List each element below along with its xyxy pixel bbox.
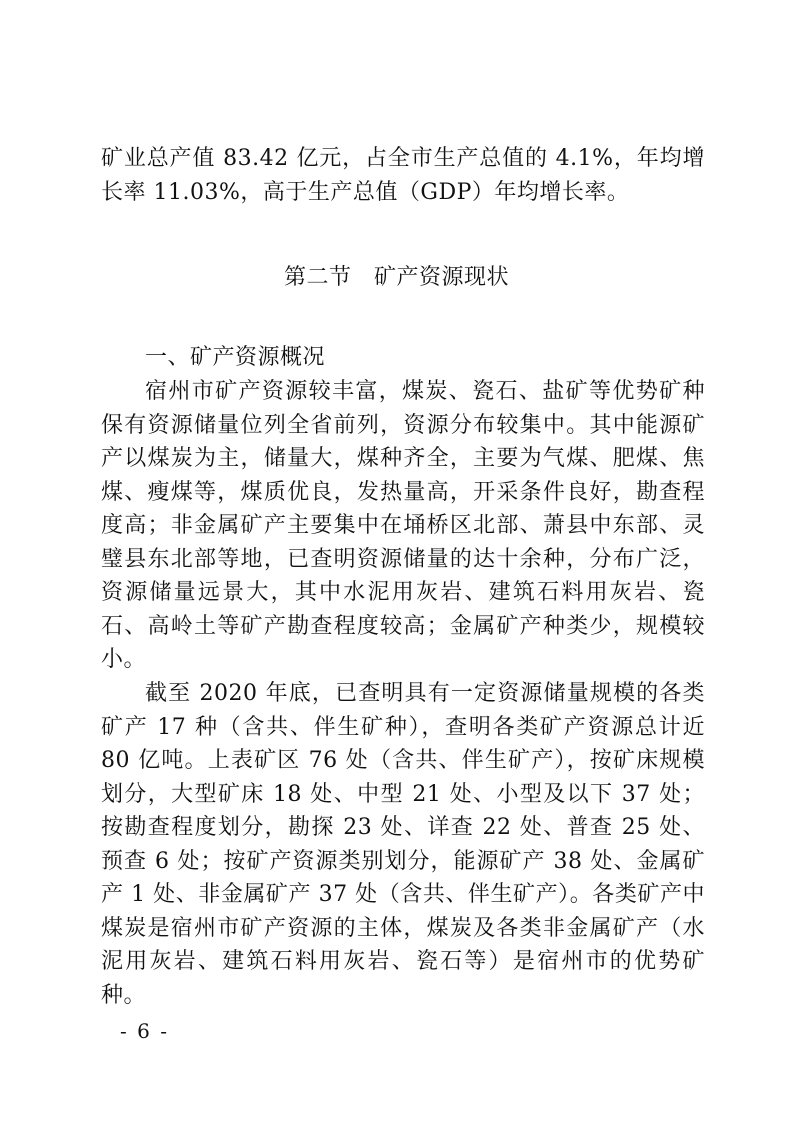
statistics-paragraph: 截至 2020 年底，已查明具有一定资源储量规模的各类矿产 17 种（含共、伴生矿种），查明各类矿产资源总计近 80 亿吨。上表矿区 76 处（含共、伴生矿产），按矿床规模划分，大型矿床 18 处、中型 21 处、小型及以下 37 处；按勘查程度划分，勘探 23 处、详查 22 处、普查 25 处、预查 6 处；按矿产资源类别划分，能源矿产 38 处、金属矿产 1 处、非金属矿产 37 处（含共、伴生矿产）。各类矿产中煤炭是宿州市矿产资源的主体，煤炭及各类非金属矿产（水泥用灰岩、建筑石料用灰岩、瓷石等）是宿州市的优势矿种。 [101, 681, 705, 1008]
subsection-heading: 一、矿产资源概况 [145, 345, 326, 370]
page-number: - 6 - [120, 1019, 169, 1043]
intro-paragraph: 矿业总产值 83.42 亿元，占全市生产总值的 4.1%，年均增长率 11.03%，高于生产总值（GDP）年均增长率。 [101, 146, 705, 205]
overview-paragraph: 宿州市矿产资源较丰富，煤炭、瓷石、盐矿等优势矿种保有资源储量位列全省前列，资源分布较集中。其中能源矿产以煤炭为主，储量大，煤种齐全，主要为气煤、肥煤、焦煤、瘦煤等，煤质优良，发热量高，开采条件良好，勘查程度高；非金属矿产主要集中在埇桥区北部、萧县中东部、灵璧县东北部等地，已查明资源储量的达十余种，分布广泛，资源储量远景大，其中水泥用灰岩、建筑石料用灰岩、瓷石、高岭土等矿产勘查程度较高；金属矿产种类少，规模较小。 [101, 379, 705, 672]
section-heading: 第二节 矿产资源现状 [283, 265, 509, 290]
